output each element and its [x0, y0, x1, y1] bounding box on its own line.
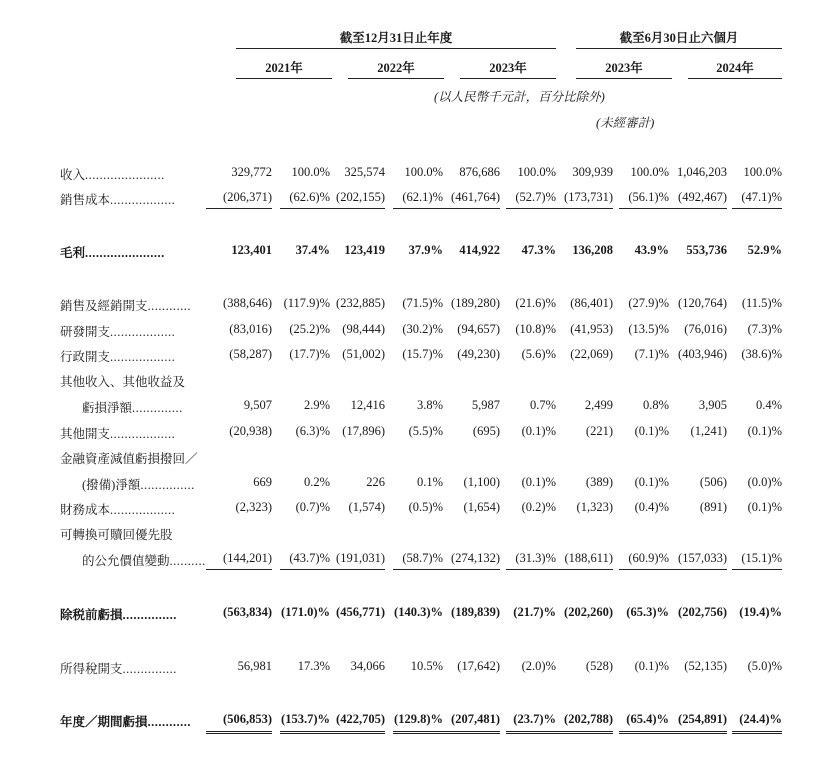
amount-cell: (1,241) — [690, 424, 727, 438]
subtotal-rule — [547, 569, 613, 570]
fiscal-year-group-rule — [236, 48, 556, 49]
percent-cell: (11.5)% — [741, 296, 782, 310]
amount-cell: (1,323) — [576, 500, 613, 514]
percent-cell: (0.1)% — [521, 424, 556, 438]
percent-cell: (117.9)% — [283, 296, 330, 310]
amount-cell: (254,891) — [678, 712, 727, 726]
amount-cell: (17,642) — [457, 659, 500, 673]
row-label-text: 銷售及經銷開支 — [60, 299, 148, 313]
amount-cell: (528) — [585, 659, 613, 673]
unaudited-note: (未經審計) — [596, 116, 655, 130]
percent-cell: (60.9)% — [628, 551, 669, 565]
amount-cell: (191,031) — [336, 551, 385, 565]
amount-cell: (891) — [699, 500, 727, 514]
row-label-text: 除税前虧損 — [60, 608, 123, 622]
amount-cell: (207,481) — [451, 712, 500, 726]
percent-cell: 0.4% — [755, 398, 782, 412]
leader-dots: ............... — [122, 608, 177, 622]
amount-cell: 325,574 — [344, 165, 385, 179]
amount-cell: (1,100) — [463, 475, 500, 489]
amount-cell: (202,155) — [336, 190, 385, 204]
amount-cell: 669 — [253, 475, 272, 489]
total-double-rule — [206, 731, 272, 734]
percent-cell: (65.3)% — [626, 605, 669, 619]
total-double-rule — [547, 731, 613, 734]
percent-cell: (0.0)% — [747, 475, 782, 489]
percent-cell: (17.7)% — [289, 347, 330, 361]
row-label-text: 其他開支 — [60, 427, 111, 441]
amount-cell: (76,016) — [684, 322, 727, 336]
subtotal-rule — [651, 208, 727, 209]
percent-cell: (21.6)% — [515, 296, 556, 310]
row-label-line1: 金融資產減值虧損撥回／ — [60, 452, 198, 466]
amount-cell: 56,981 — [237, 659, 272, 673]
row-label-text: 研發開支 — [60, 325, 111, 339]
percent-cell: (58.7)% — [402, 551, 443, 565]
percent-cell: 10.5% — [410, 659, 443, 673]
amount-cell: (422,705) — [336, 712, 385, 726]
percent-cell: (5.0)% — [747, 659, 782, 673]
percent-cell: 3.8% — [416, 398, 443, 412]
leader-dots: ............... — [122, 662, 177, 676]
percent-cell: 2.9% — [303, 398, 330, 412]
percent-cell: (47.1)% — [741, 190, 782, 204]
amount-cell: (51,002) — [342, 347, 385, 361]
percent-cell: 52.9% — [747, 243, 782, 257]
amount-cell: (456,771) — [336, 605, 385, 619]
leader-dots: ............... — [140, 478, 195, 492]
amount-cell: (17,896) — [342, 424, 385, 438]
amount-cell: (506) — [699, 475, 727, 489]
total-double-rule — [434, 731, 500, 734]
percent-cell: (62.1)% — [402, 190, 443, 204]
percent-cell: 43.9% — [634, 243, 669, 257]
percent-cell: (2.0)% — [521, 659, 556, 673]
amount-cell: (189,280) — [451, 296, 500, 310]
amount-cell: 2,499 — [584, 398, 613, 412]
percent-cell: 0.7% — [529, 398, 556, 412]
amount-cell: (188,611) — [564, 551, 613, 565]
percent-cell: (129.8)% — [394, 712, 443, 726]
subtotal-rule — [319, 569, 385, 570]
percent-cell: (0.1)% — [747, 424, 782, 438]
percent-cell: (19.4)% — [739, 605, 782, 619]
leader-dots: .................. — [110, 503, 176, 517]
row-label — [82, 551, 206, 569]
percent-cell: (71.5)% — [402, 296, 443, 310]
percent-cell: (0.1)% — [747, 500, 782, 514]
total-double-rule — [319, 731, 385, 734]
row-label — [60, 500, 175, 518]
amount-cell: 553,736 — [686, 243, 727, 257]
percent-cell: 100.0% — [517, 165, 556, 179]
amount-cell: (41,953) — [570, 322, 613, 336]
percent-cell: 100.0% — [630, 165, 669, 179]
percent-cell: (0.1)% — [634, 659, 669, 673]
amount-cell: (86,401) — [570, 296, 613, 310]
percent-cell: (31.3)% — [515, 551, 556, 565]
row-label-text: 虧損淨額 — [82, 401, 133, 415]
amount-cell: 123,419 — [344, 243, 385, 257]
percent-cell: 0.1% — [416, 475, 443, 489]
total-double-rule — [651, 731, 727, 734]
leader-dots: ............ — [147, 299, 192, 313]
percent-cell: (0.2)% — [521, 500, 556, 514]
row-label — [82, 475, 195, 493]
percent-cell: (65.4)% — [626, 712, 669, 726]
amount-cell: 414,922 — [459, 243, 500, 257]
percent-cell: (5.6)% — [521, 347, 556, 361]
year-header-2021: 2021年 — [265, 61, 303, 75]
row-label-text: 財務成本 — [60, 503, 111, 517]
amount-cell: (274,132) — [451, 551, 500, 565]
row-label — [60, 165, 165, 183]
subtotal-rule — [732, 569, 782, 570]
percent-cell: (6.3)% — [295, 424, 330, 438]
amount-cell: (389) — [585, 475, 613, 489]
amount-cell: (22,069) — [570, 347, 613, 361]
percent-cell: (140.3)% — [394, 605, 443, 619]
subtotal-rule — [206, 569, 272, 570]
leader-dots: ...................... — [85, 168, 165, 182]
leader-dots: .................. — [110, 427, 176, 441]
percent-cell: (21.7)% — [513, 605, 556, 619]
percent-cell: (7.3)% — [747, 322, 782, 336]
amount-cell: (232,885) — [336, 296, 385, 310]
percent-cell: (10.8)% — [515, 322, 556, 336]
amount-cell: (206,371) — [223, 190, 272, 204]
amount-cell: 1,046,203 — [677, 165, 727, 179]
amount-cell: (157,033) — [678, 551, 727, 565]
row-label-line1: 可轉換可贖回優先股 — [60, 528, 173, 542]
leader-dots: .............. — [132, 401, 183, 415]
percent-cell: (153.7)% — [281, 712, 330, 726]
amount-cell: 329,772 — [231, 165, 272, 179]
row-label — [60, 659, 177, 677]
amount-cell: 876,686 — [459, 165, 500, 179]
percent-cell: (0.7)% — [295, 500, 330, 514]
percent-cell: (25.2)% — [289, 322, 330, 336]
row-label-text: 年度／期間虧損 — [60, 715, 148, 729]
percent-cell: 100.0% — [404, 165, 443, 179]
year-header-2023-h1: 2023年 — [605, 61, 643, 75]
amount-cell: (98,444) — [342, 322, 385, 336]
row-label — [60, 243, 165, 261]
percent-cell: 17.3% — [297, 659, 330, 673]
percent-cell: (171.0)% — [281, 605, 330, 619]
amount-cell: (506,853) — [223, 712, 272, 726]
row-label — [82, 398, 183, 416]
subtotal-rule — [547, 208, 613, 209]
amount-cell: (492,467) — [678, 190, 727, 204]
percent-cell: (23.7)% — [513, 712, 556, 726]
leader-dots: .................. — [110, 350, 176, 364]
subtotal-rule — [651, 569, 727, 570]
percent-cell: (0.5)% — [408, 500, 443, 514]
amount-cell: (221) — [585, 424, 613, 438]
percent-cell: (0.1)% — [521, 475, 556, 489]
currency-note: (以人民幣千元計，百分比除外) — [434, 90, 605, 104]
percent-cell: (5.5)% — [408, 424, 443, 438]
amount-cell: 123,401 — [231, 243, 272, 257]
row-label — [60, 296, 191, 314]
amount-cell: (20,938) — [229, 424, 272, 438]
leader-dots: ...................... — [85, 246, 165, 260]
amount-cell: (695) — [472, 424, 500, 438]
row-label-text: 的公允價值變動 — [82, 554, 170, 568]
amount-cell: 309,939 — [572, 165, 613, 179]
amount-cell: (144,201) — [223, 551, 272, 565]
year-rule-2023 — [460, 78, 556, 79]
amount-cell: (120,764) — [678, 296, 727, 310]
row-label — [60, 605, 177, 623]
row-label — [60, 424, 175, 442]
percent-cell: (7.1)% — [634, 347, 669, 361]
amount-cell: (563,834) — [223, 605, 272, 619]
row-label-text: 銷售成本 — [60, 193, 111, 207]
amount-cell: (83,016) — [229, 322, 272, 336]
subtotal-rule — [319, 208, 385, 209]
year-header-2024-h1: 2024年 — [716, 61, 754, 75]
row-label-text: (撥備)淨額 — [82, 478, 141, 492]
percent-cell: (43.7)% — [289, 551, 330, 565]
six-month-group-header: 截至6月30日止六個月 — [619, 31, 739, 45]
total-double-rule — [732, 731, 782, 734]
percent-cell: 100.0% — [291, 165, 330, 179]
amount-cell: (58,287) — [229, 347, 272, 361]
amount-cell: 9,507 — [243, 398, 272, 412]
leader-dots: .................. — [110, 325, 176, 339]
percent-cell: (15.7)% — [402, 347, 443, 361]
row-label-line1: 其他收入、其他收益及 — [60, 375, 186, 389]
year-header-2022: 2022年 — [377, 61, 415, 75]
fiscal-year-group-header: 截至12月31日止年度 — [339, 31, 453, 45]
row-label — [60, 712, 191, 730]
amount-cell: 226 — [366, 475, 385, 489]
percent-cell: (30.2)% — [402, 322, 443, 336]
amount-cell: (403,946) — [678, 347, 727, 361]
amount-cell: (189,839) — [451, 605, 500, 619]
row-label — [60, 190, 175, 208]
percent-cell: (52.7)% — [515, 190, 556, 204]
subtotal-rule — [434, 208, 500, 209]
subtotal-rule — [732, 208, 782, 209]
year-rule-2021 — [236, 78, 332, 79]
amount-cell: (2,323) — [235, 500, 272, 514]
percent-cell: 100.0% — [743, 165, 782, 179]
amount-cell: (461,764) — [451, 190, 500, 204]
percent-cell: (24.4)% — [739, 712, 782, 726]
percent-cell: (38.6)% — [741, 347, 782, 361]
amount-cell: 3,905 — [698, 398, 727, 412]
leader-dots: .......... — [169, 554, 206, 568]
amount-cell: (1,574) — [348, 500, 385, 514]
year-header-2023: 2023年 — [489, 61, 527, 75]
amount-cell: (1,654) — [463, 500, 500, 514]
amount-cell: (202,756) — [678, 605, 727, 619]
row-label — [60, 322, 175, 340]
percent-cell: 37.4% — [295, 243, 330, 257]
amount-cell: (173,731) — [564, 190, 613, 204]
subtotal-rule — [434, 569, 500, 570]
row-label-text: 收入 — [60, 168, 86, 182]
amount-cell: (94,657) — [457, 322, 500, 336]
row-label-text: 所得稅開支 — [60, 662, 123, 676]
amount-cell: 5,987 — [471, 398, 500, 412]
amount-cell: 12,416 — [350, 398, 385, 412]
percent-cell: (0.4)% — [634, 500, 669, 514]
row-label — [60, 347, 175, 365]
amount-cell: (52,135) — [684, 659, 727, 673]
amount-cell: (49,230) — [457, 347, 500, 361]
percent-cell: 0.2% — [303, 475, 330, 489]
percent-cell: (13.5)% — [628, 322, 669, 336]
amount-cell: 34,066 — [350, 659, 385, 673]
percent-cell: (0.1)% — [634, 424, 669, 438]
percent-cell: (56.1)% — [628, 190, 669, 204]
year-rule-2023-h1 — [576, 78, 672, 79]
amount-cell: (202,788) — [564, 712, 613, 726]
percent-cell: (62.6)% — [289, 190, 330, 204]
six-month-group-rule — [576, 48, 782, 49]
amount-cell: (388,646) — [223, 296, 272, 310]
amount-cell: 136,208 — [572, 243, 613, 257]
amount-cell: (202,260) — [564, 605, 613, 619]
percent-cell: 0.8% — [642, 398, 669, 412]
percent-cell: (15.1)% — [741, 551, 782, 565]
percent-cell: (27.9)% — [628, 296, 669, 310]
leader-dots: .................. — [110, 193, 176, 207]
row-label-text: 行政開支 — [60, 350, 111, 364]
percent-cell: 37.9% — [408, 243, 443, 257]
percent-cell: (0.1)% — [634, 475, 669, 489]
subtotal-rule — [206, 208, 272, 209]
row-label-text: 毛利 — [60, 246, 86, 260]
year-rule-2022 — [348, 78, 444, 79]
percent-cell: 47.3% — [521, 243, 556, 257]
leader-dots: ............ — [147, 715, 192, 729]
year-rule-2024-h1 — [688, 78, 782, 79]
